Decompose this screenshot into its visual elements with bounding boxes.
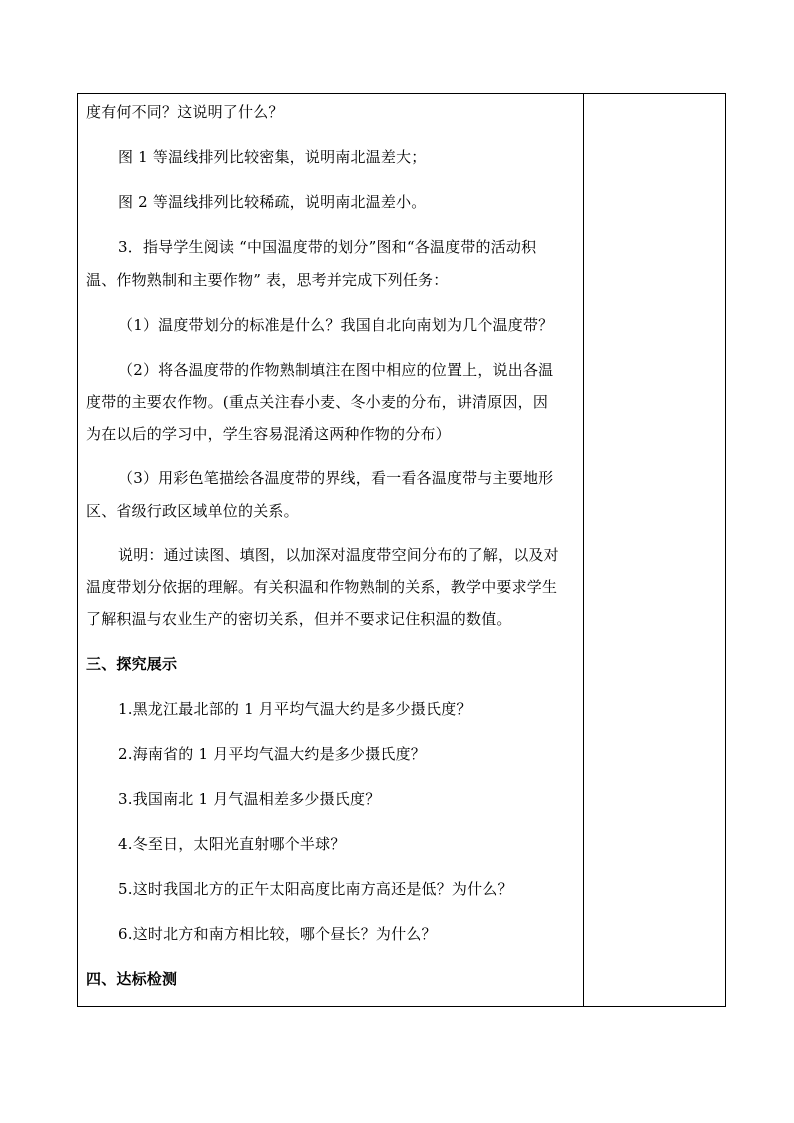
text-line: 区、省级行政区域单位的关系。 (86, 502, 299, 520)
text-line: 3．指导学生阅读 “中国温度带的划分”图和“各温度带的活动积 (118, 238, 537, 256)
text-line: 度带的主要农作物。(重点关注春小麦、冬小麦的分布，讲清原因，因 (86, 393, 549, 411)
section-heading: 三、探究展示 (86, 655, 178, 673)
question-item: 5.这时我国北方的正午太阳高度比南方高还是低？为什么？ (118, 880, 513, 898)
text-line: 温度带划分依据的理解。有关积温和作物熟制的关系，教学中要求学生 (86, 578, 558, 596)
question-item: 3.我国南北 1 月气温相差多少摄氏度？ (118, 790, 381, 808)
text-line: 图 2 等温线排列比较稀疏，说明南北温差小。 (118, 193, 427, 211)
question-item: 4.冬至日，太阳光直射哪个半球？ (118, 835, 346, 853)
text-line: 度有何不同？这说明了什么？ (86, 103, 284, 121)
text-line: 图 1 等温线排列比较密集，说明南北温差大； (118, 148, 427, 166)
text-line: （3）用彩色笔描绘各温度带的界线，看一看各温度带与主要地形 (118, 469, 554, 487)
text-line: 为在以后的学习中，学生容易混淆这两种作物的分布） (86, 425, 451, 443)
lesson-table (77, 93, 726, 1007)
question-item: 6.这时北方和南方相比较，哪个昼长？为什么？ (118, 925, 437, 943)
text-line: 说明：通过读图、填图，以加深对温度带空间分布的了解，以及对 (118, 546, 559, 564)
question-item: 1.黑龙江最北部的 1 月平均气温大约是多少摄氏度？ (118, 700, 472, 718)
text-line: （2）将各温度带的作物熟制填注在图中相应的位置上，说出各温 (118, 361, 554, 379)
text-line: （1）温度带划分的标准是什么？我国自北向南划为几个温度带？ (118, 316, 554, 334)
text-line: 温、作物熟制和主要作物” 表，思考并完成下列任务： (86, 271, 449, 289)
section-heading: 四、达标检测 (86, 970, 178, 988)
column-divider (583, 94, 584, 1006)
text-line: 了解积温与农业生产的密切关系，但并不要求记住积温的数值。 (86, 610, 512, 628)
question-item: 2.海南省的 1 月平均气温大约是多少摄氏度？ (118, 745, 426, 763)
